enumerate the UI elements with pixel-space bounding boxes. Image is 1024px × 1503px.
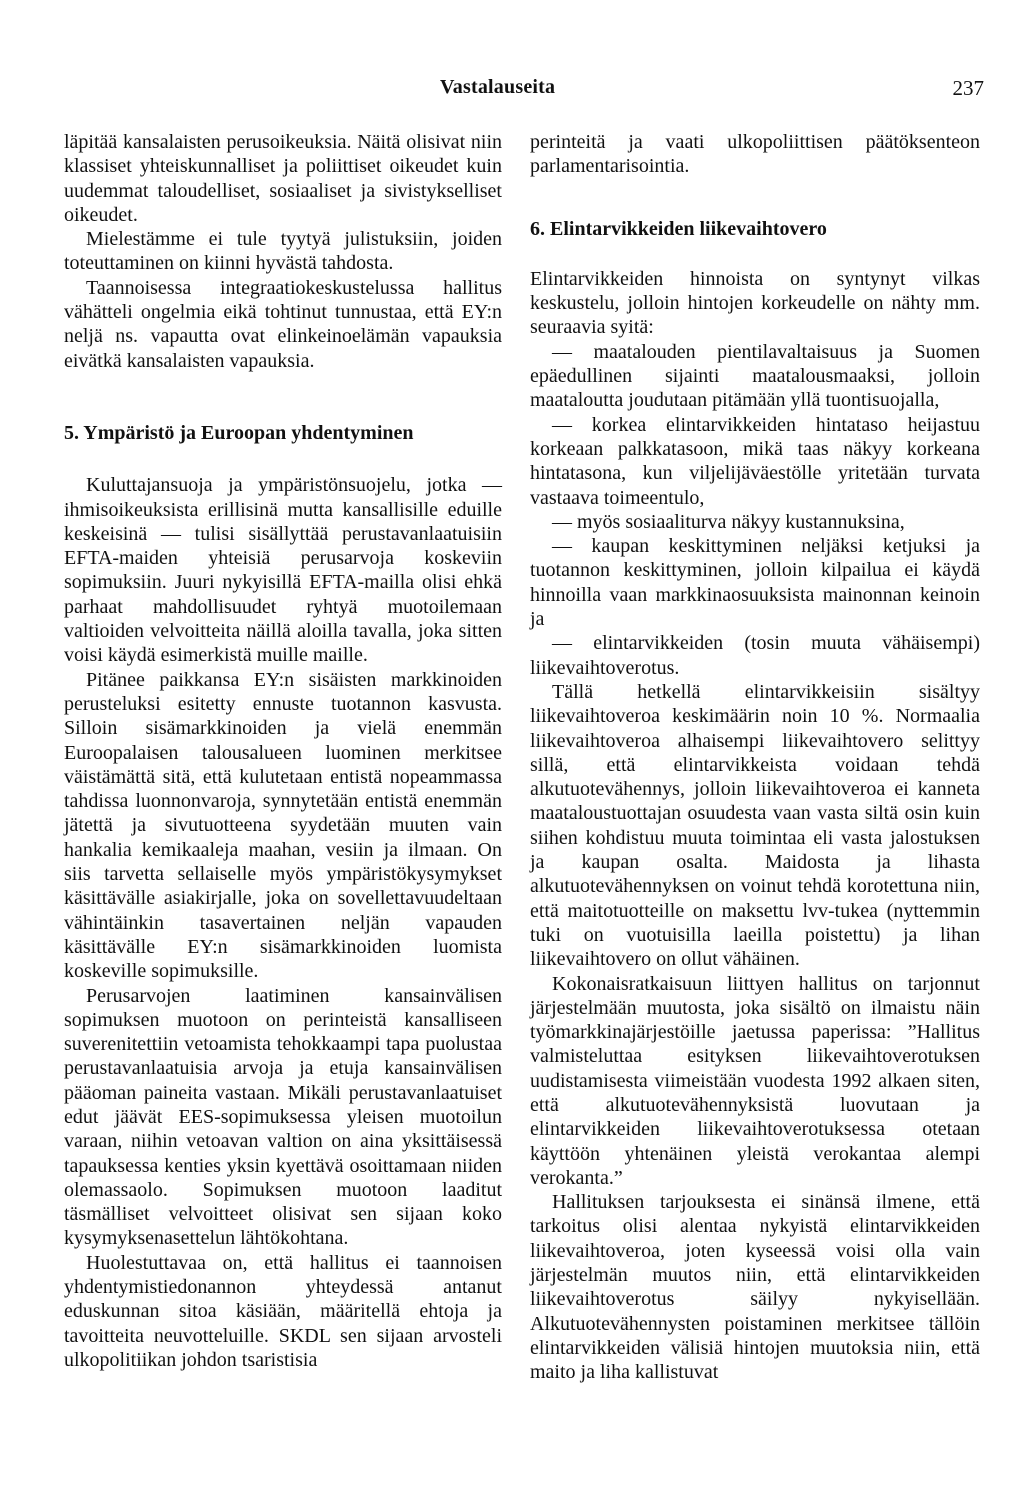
paragraph: Pitänee paikkansa EY:n sisäisten markkinoiden perusteluksi esitetty ennuste tuotannon kasvusta. Silloin sisämarkkinoiden ja vielä enemmän Euroopalaisen talousalueen luominen merkitsee väistämättä sitä, että kulutetaan entistä nopeammassa tahdissa luonnonvaroja, synnytetään entistä enemmän jätettä ja sivutuotteena syydetään muuten vain hankalia kemikaaleja maahan, vesiin ja ilmaan. On siis tarvetta sellaiselle myös ympäristökysymykset käsittävälle asiakirjalle, joka on sovellettavuudeltaan vähintäinkin tasavertainen neljän vapauden käsittävälle EY:n sisämarkkinoiden luomista koskeville sopimuksille. — [64, 668, 502, 983]
paragraph: Kokonaisratkaisuun liittyen hallitus on tarjonnut järjestelmään muutosta, joka sisältö on ilmaistu näin työmarkkinajärjestöille jaetussa paperissa: ”Hallitus valmisteluttaa esityksen liikevaihtoverotuksen uudistamisesta viimeistään vuodesta 1992 alkaen siten, että alkutuotevähennyksistä luovutaan ja elintarvikkeiden liikevaihtoverotuksessa otetaan käyttöön yhtenäinen yleistä verokantaa alempi verokanta.” — [530, 972, 980, 1189]
paragraph: Huolestuttavaa on, että hallitus ei taannoisen yhdentymistiedonannon yhteydessä antanut eduskunnan sitoa käsiään, määritellä ehtoja ja tavoitteita neuvotteluille. SKDL sen sijaan arvosteli ulkopolitiikan johdon tsaristisia — [64, 1251, 502, 1371]
section-5-heading: 5. Ympäristö ja Euroopan yhdentyminen — [64, 421, 414, 444]
paragraph: Hallituksen tarjouksesta ei sinänsä ilmene, että tarkoitus olisi alentaa nykyistä elintarvikkeiden liikevaihtoveroa, joten kyseessä voisi olla vain järjestelmän muutos niin, että elintarvikkeiden liikevaihtoverotus säilyy nykyisellään. Alkutuotevähennysten poistaminen merkitsee tällöin elintarvikkeiden välisiä hintojen muutoksia niin, että maito ja liha kallistuvat — [530, 1191, 980, 1384]
page-number: 237 — [952, 76, 984, 100]
running-title: Vastalauseita — [440, 76, 556, 98]
paragraph: Tällä hetkellä elintarvikkeisiin sisältyy liikevaihtoveroa keskimäärin noin 10 %. Normaalia liikevaihtoveroa alhaisempi liikevaihtovero selittyy sillä, että elintarvikkeista voidaan tehdä alkutuotevähennys, jolloin liikevaihtoveroa ei kanneta maataloustuottajan osuudesta vaan vasta siltä osin kuin siihen kohdistuu muuta toimintaa eli vasta jalostuksen ja kaupan osalta. Maidosta ja lihasta alkutuotevähennyksen on voinut tehdä korotettuna niin, että maitotuotteille on maksettu lvv-tukea (nyttemmin tuki on vuotuisilla laeilla poistettu) ja lihan liikevaihtovero on ollut vähäinen. — [530, 680, 980, 971]
paragraph: läpitää kansalaisten perusoikeuksia. Näitä olisivat niin klassiset yhteiskunnalliset ja poliittiset oikeudet kuin uudemmat taloudelliset, sosiaaliset ja sivistykselliset oikeudet. — [64, 131, 502, 226]
list-item: — maatalouden pientilavaltaisuus ja Suomen epäedullinen sijainti maatalousmaaksi, jolloin maataloutta joudutaan pitämään yllä tuontisuojalla, — [530, 340, 980, 412]
paragraph: Elintarvikkeiden hinnoista on syntynyt vilkas keskustelu, jolloin hintojen korkeudelle on nähty mm. seuraavia syitä: — [530, 267, 980, 339]
section-6-heading: 6. Elintarvikkeiden liikevaihtovero — [530, 217, 827, 240]
paragraph: Mielestämme ei tule tyytyä julistuksiin, joiden toteuttaminen on kiinni hyvästä tahdosta. — [64, 228, 502, 275]
list-item: — myös sosiaaliturva näkyy kustannuksina, — [552, 510, 905, 533]
list-item: — elintarvikkeiden (tosin muuta vähäisempi) liikevaihtoverotus. — [530, 632, 980, 679]
paragraph: Kuluttajansuoja ja ympäristönsuojelu, jotka — ihmisoikeuksista erillisinä mutta kansallisille eduille keskeisinä — tulisi sisällyttää perustavanlaatuisiin EFTA-maiden yhteisiä perusarvoja koskeviin sopimuksiin. Juuri nykyisillä EFTA-mailla olisi ehkä parhaat mahdollisuudet ryhtyä muotoilemaan valtioiden velvoitteita näillä aloilla tavalla, joka sitten voisi käydä esimerkistä muille maille. — [64, 474, 502, 667]
paragraph: Taannoisessa integraatiokeskustelussa hallitus vähätteli ongelmia eikä tohtinut tunnustaa, että EY:n neljä ns. vapautta ovat elinkeinoelämän vapauksia eivätkä kansalaisten vapauksia. — [64, 276, 502, 372]
right-column — [530, 130, 980, 1385]
list-item: — kaupan keskittyminen neljäksi ketjuksi ja tuotannon keskittyminen, jolloin kilpailua ei käydä hinnoilla vaan markkinaosuuksista mainonnan keinoin ja — [530, 535, 980, 631]
paragraph: perinteitä ja vaati ulkopoliittisen päätöksenteon parlamentarisointia. — [530, 131, 980, 178]
paragraph: Perusarvojen laatiminen kansainvälisen sopimuksen muotoon on perinteistä kansalliseen suverenitettiin vetoamista tehokkaampi tapa puolustaa perustavanlaatuisia arvoja ja etuja kansainvälisen pääoman paineita vastaan. Mikäli perustavanlaatuiset edut jäävät EES-sopimuksessa yleisen muotoilun varaan, niihin vetoavan valtion on aina yksittäisessä tapauksessa kenties yksin kyettävä osoittamaan niiden olemassaolo. Sopimuksen muotoon laaditut täsmälliset velvoitteet olisivat sen sijaan koko kysymyksenasettelun lähtökohtana. — [64, 984, 502, 1250]
list-item: — korkea elintarvikkeiden hintataso heijastuu korkeaan palkkatasoon, mikä taas näkyy korkeana hintatasona, kun viljelijäväestölle yritetään turvata vastaava toimeentulo, — [530, 413, 980, 509]
left-column — [64, 130, 502, 1372]
